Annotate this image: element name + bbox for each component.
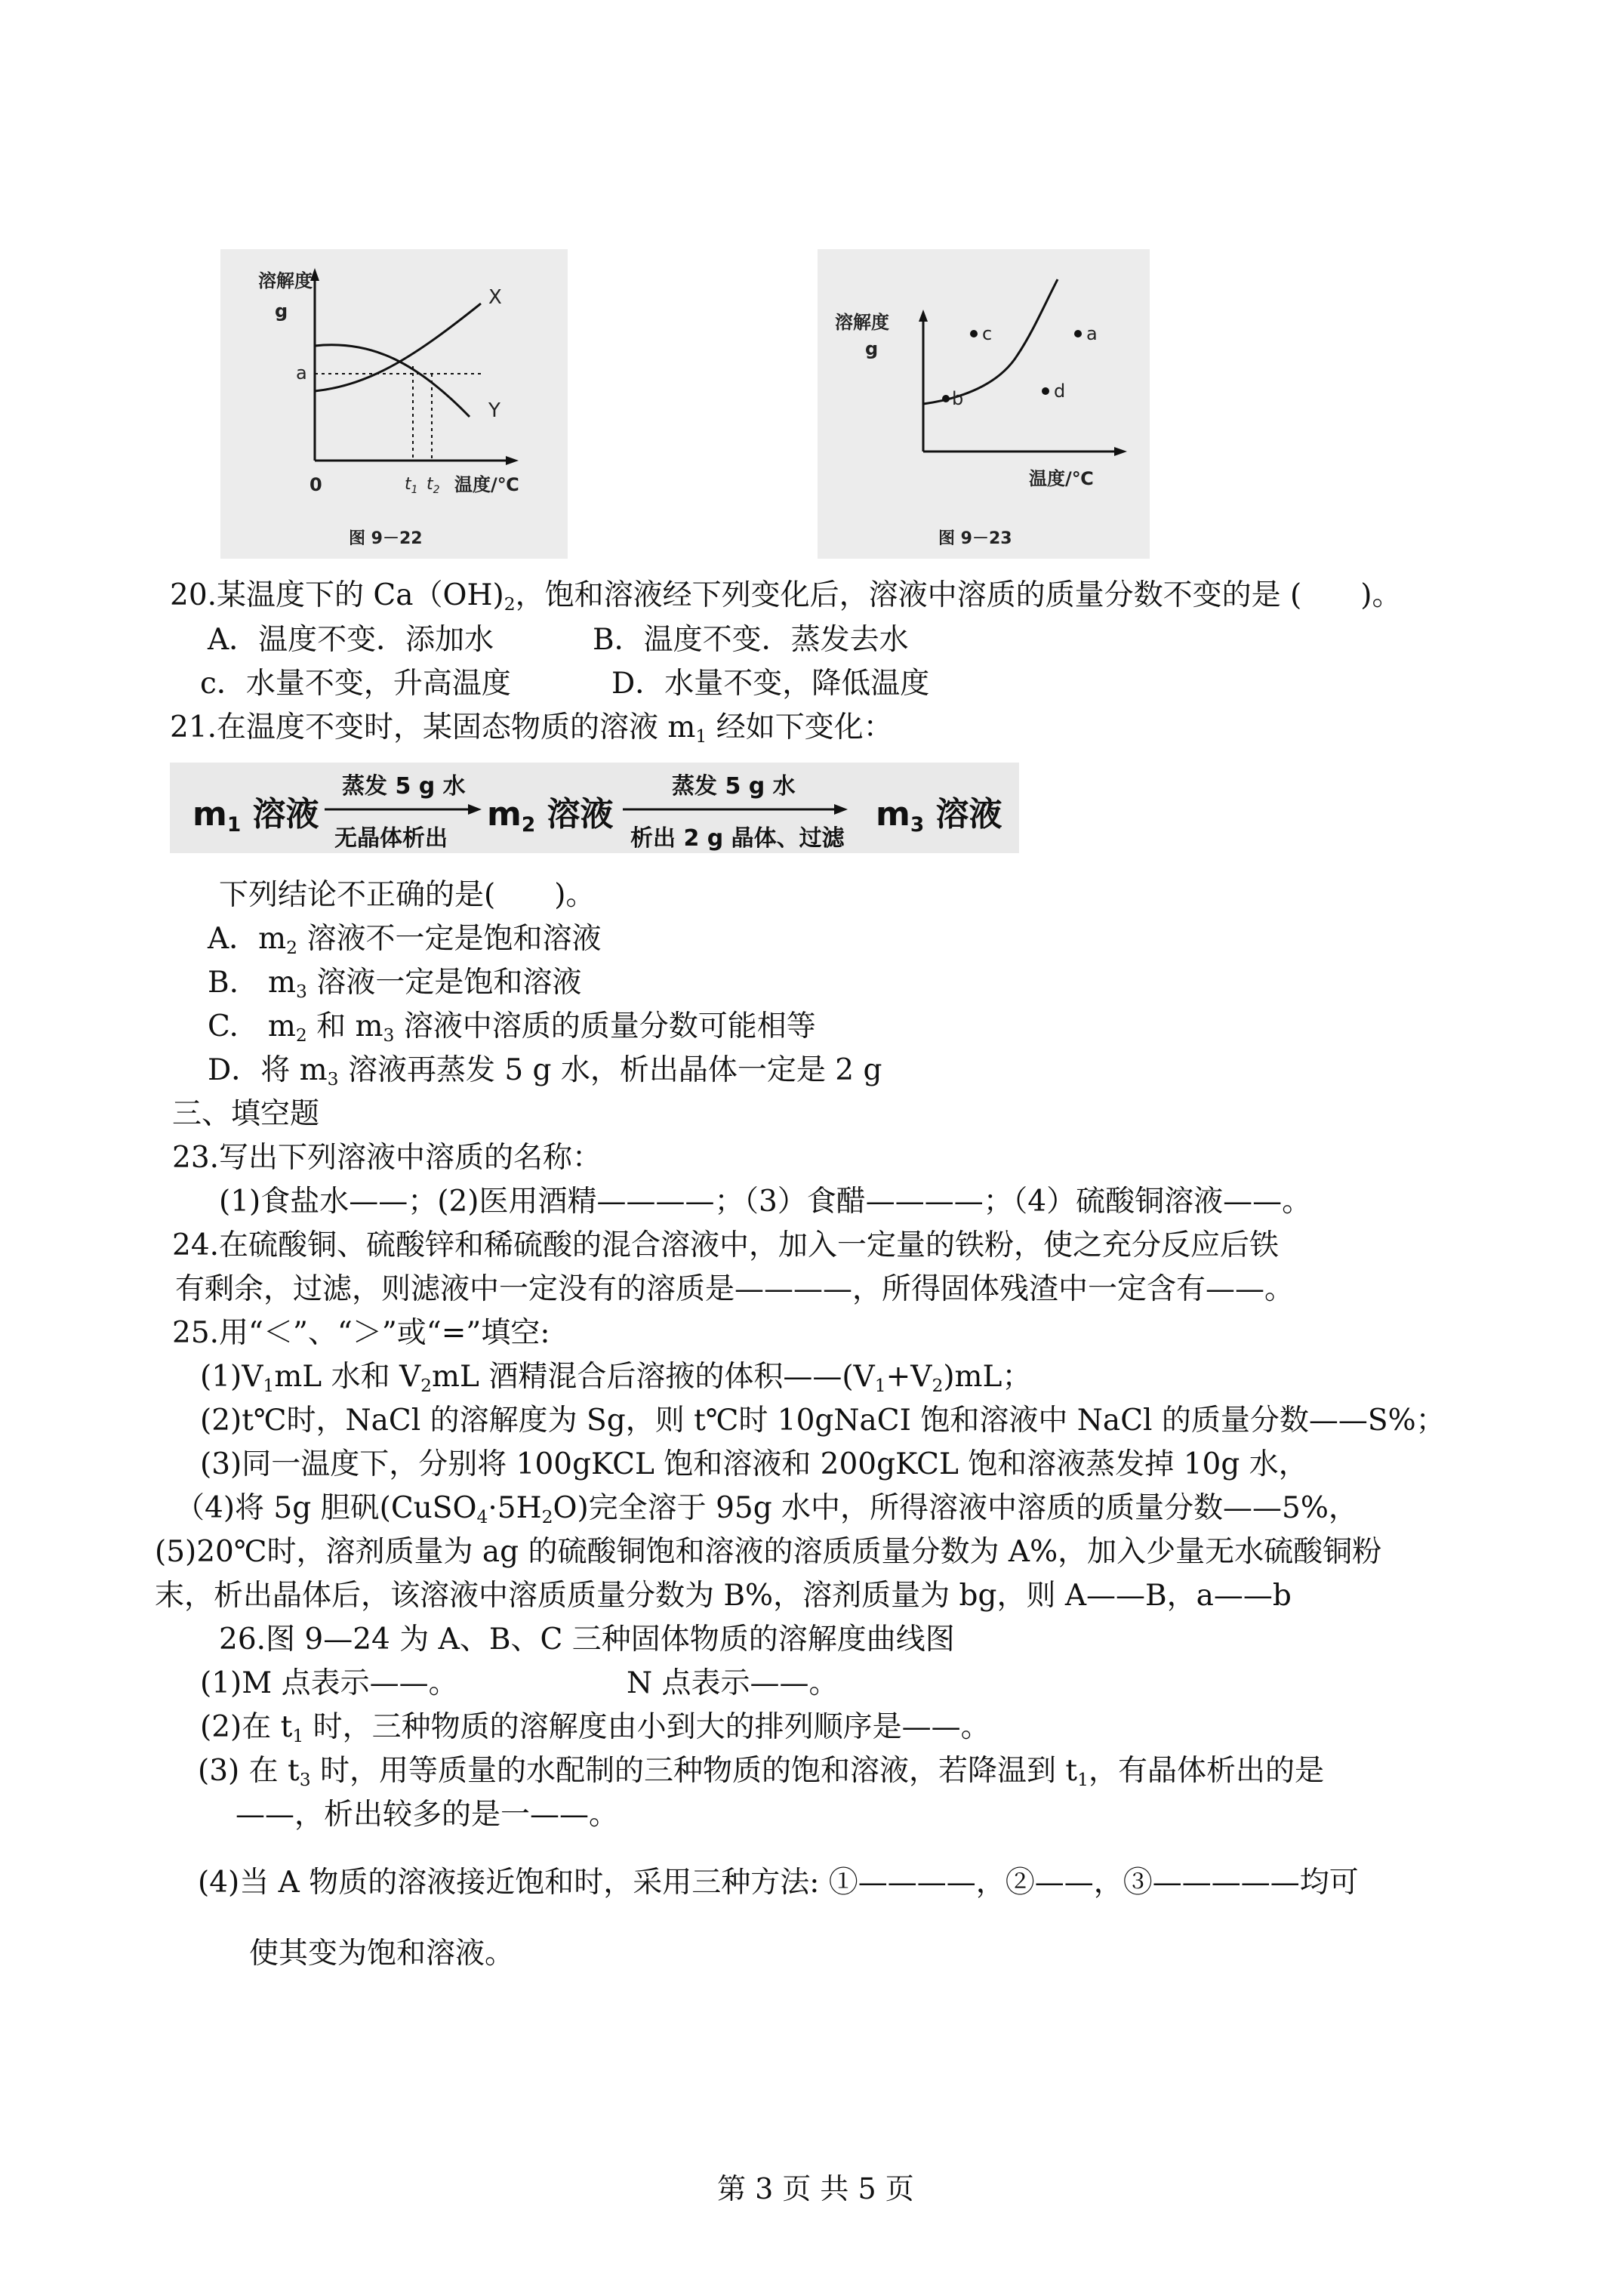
fig22-ytick-a: a [296,362,307,384]
q25-sub-2: (2)t℃时，NaCl 的溶解度为 Sg，则 t℃时 10gNaCI 饱和溶液中 NaCl 的质量分数——S%； [200,1404,1446,1438]
fig22-curve-y-label: Y [488,399,500,422]
q24-line-1: 24.在硫酸铜、硫酸锌和稀硫酸的混合溶液中，加入一定量的铁粉，使之充分反应后铁 [172,1228,1280,1262]
q21-option-b: B. $m_3$ 溶液一定是饱和溶液 [208,966,582,1003]
figure-9-23 [818,249,1150,559]
figure-9-22-graph [220,249,568,559]
q25-sub-5-line-1: (5)20℃时，溶剂质量为 ag 的硫酸铜饱和溶液的溶质质量分数为 A%，加入少量无水硫酸铜粉 [155,1535,1382,1569]
q25-sub-3: (3)同一温度下，分别将 100gKCL 饱和溶液和 200gKCL 饱和溶液蒸发掉 10g 水， [200,1447,1308,1481]
q21-stem: 21.在温度不变时，某固态物质的溶液 $m_1$ 经如下变化： [170,710,893,747]
q20-option-c: c．水量不变，升高温度 [200,667,511,701]
q26-sub-3-line-2: ——，析出较多的是一——。 [236,1798,619,1832]
fig23-label-d: d [1054,381,1066,402]
fig22-ylabel-1: 溶解度 [258,270,313,291]
section-heading-fill-in: 三、填空题 [172,1097,320,1131]
q26-sub-4-line-1: (4)当 A 物质的溶液接近饱和时，采用三种方法: ①————，②——，③—————均可 [198,1866,1359,1900]
q26-sub-1-m: (1)M 点表示——。 [200,1666,458,1700]
q26-stem: 26.图 9—24 为 A、B、C 三种固体物质的溶解度曲线图 [219,1623,955,1657]
fig23-ylabel-2: g [865,338,879,359]
fig22-xtick-t1: $t_1$ [405,475,418,496]
q26-sub-1-n: N 点表示——。 [627,1666,839,1700]
flow-step1-bottom: 无晶体析出 [334,825,448,852]
q21-option-c: C. $m_2$ 和 $m_3$ 溶液中溶质的质量分数可能相等 [208,1009,816,1046]
fig23-label-b: b [952,388,964,409]
fig23-point-d [1042,387,1049,395]
figure-9-22 [220,249,568,559]
q20-option-b: B．温度不变．蒸发去水 [593,623,909,657]
q26-sub-4-line-2: 使其变为饱和溶液。 [249,1937,515,1971]
q21-process-diagram [170,763,1019,853]
q21-option-a: A．$m_2$ 溶液不一定是饱和溶液 [208,922,602,959]
fig23-ylabel-1: 溶解度 [835,312,889,333]
q20-option-d: D．水量不变，降低温度 [611,667,930,701]
fig23-xlabel: 温度/℃ [1029,468,1094,489]
fig22-origin: 0 [310,474,322,495]
fig22-ylabel-2: g [275,300,288,322]
q25-stem: 25.用“＜”、“＞”或“=”填空: [172,1316,550,1350]
flow-m3-solution: $m_3$ 溶液 [876,795,1002,837]
q25-sub-1: $(1)V_1mL$ 水和 $V_2mL$ 酒精混合后溶掖的体积$——(V_1+V_2)mL$； [200,1360,1032,1397]
q26-sub-2: (2)在 $t_1$ 时，三种物质的溶解度由小到大的排列顺序是——。 [200,1710,990,1747]
flow-arrow-2 [623,802,849,817]
page-footer: 第 3 页 共 5 页 [717,2172,914,2205]
q25-sub-4: （4)将 5g 胆矾$(CuSO_4\cdot 5H_2O)$完全溶于 95g 水中，所得溶液中溶质的质量分数——5%， [175,1491,1358,1528]
fig22-curve-x-label: X [488,286,502,309]
fig23-caption: 图 9－23 [938,529,1012,548]
fig22-xtick-t2: $t_2$ [427,475,440,496]
q23-stem: 23.写出下列溶液中溶质的名称： [172,1141,602,1175]
fig23-point-b [942,395,950,402]
flow-step2-bottom: 析出 2 g 晶体、过滤 [630,825,845,852]
q23-items: (1)食盐水——；(2)医用酒精————；（3）食醋————；（4）硫酸铜溶液——。 [219,1185,1312,1219]
q20-option-a: A．温度不变．添加水 [208,623,494,657]
figure-9-23-graph [818,249,1150,559]
q21-option-d: D．将 $m_3$ 溶液再蒸发 5 g 水，析出晶体一定是 2 g [208,1053,882,1090]
fig22-caption: 图 9－22 [349,529,423,548]
q20-stem: 20.某温度下的 $Ca(OH)_2$，饱和溶液经下列变化后，溶液中溶质的质量分数不变的是 ( )。 [170,578,1402,615]
q24-line-2: 有剩余，过滤，则滤液中一定没有的溶质是————，所得固体残渣中一定含有——。 [175,1272,1295,1306]
fig22-xlabel: 温度/℃ [454,474,519,495]
flow-step2-top: 蒸发 5 g 水 [672,773,796,800]
flow-m1-solution: $m_1$ 溶液 [192,795,319,837]
q25-sub-5-line-2: 末，析出晶体后，该溶液中溶质质量分数为 B%，溶剂质量为 bg，则 A——B，a——b [155,1579,1292,1613]
flow-m2-solution: $m_2$ 溶液 [487,795,614,837]
flow-step1-top: 蒸发 5 g 水 [342,773,466,800]
flow-arrow-1 [325,802,483,817]
fig23-point-c [970,330,978,337]
fig23-label-c: c [982,323,993,344]
q21-prompt: 下列结论不正确的是( )。 [219,878,596,912]
fig23-label-a: a [1086,323,1098,344]
q26-sub-3-line-1: (3) 在 $t_3$ 时，用等质量的水配制的三种物质的饱和溶液，若降温到 $t_1$，有晶体析出的是 [198,1754,1324,1791]
fig23-point-a [1074,330,1082,337]
